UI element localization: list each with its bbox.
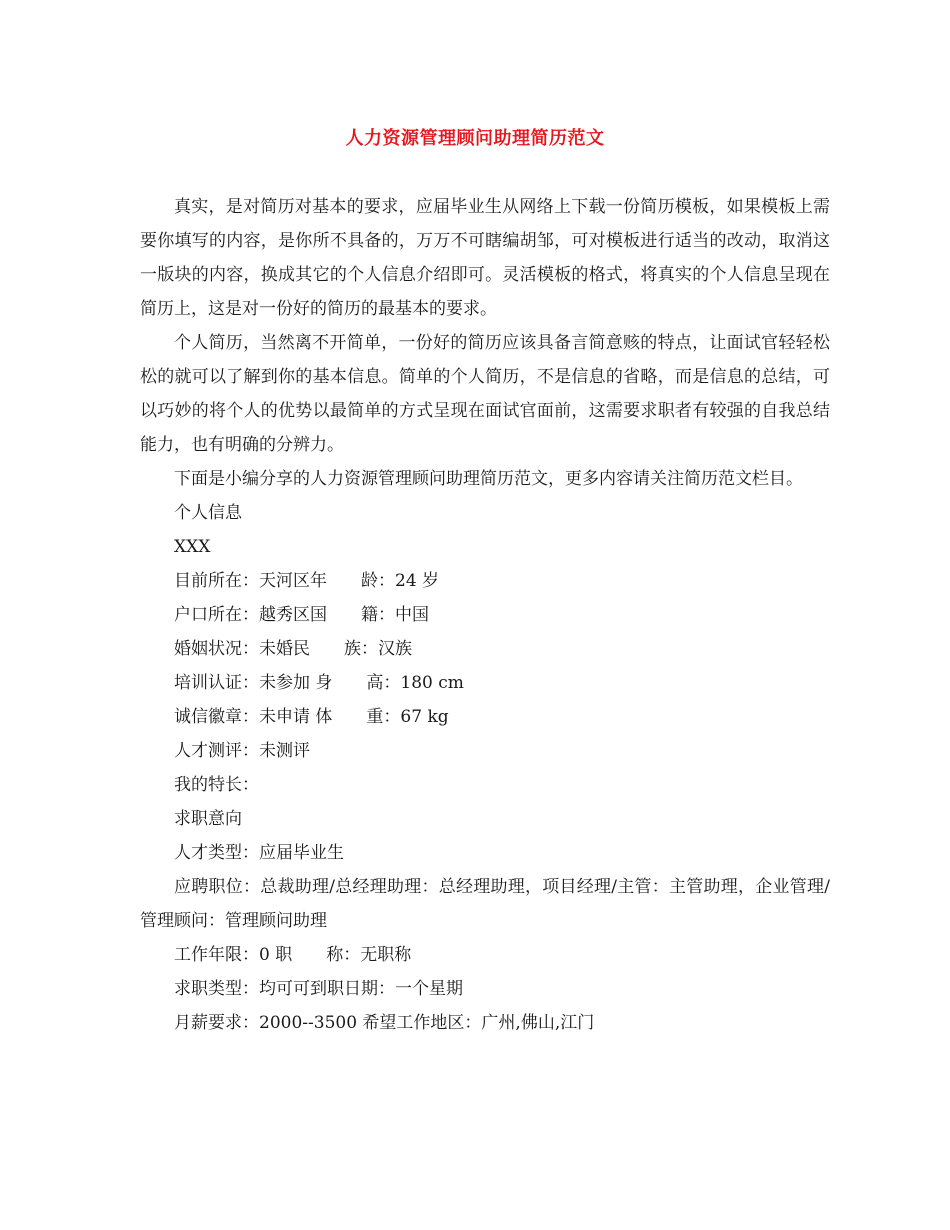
- info-paragraph-applied-position: 应聘职位：总裁助理/总经理助理：总经理助理，项目经理/主管：主管助理，企业管理/管理顾问：管理顾问助理: [140, 877, 830, 931]
- document-title: 人力资源管理顾问助理简历范文: [345, 128, 605, 149]
- intro-paragraph-3: 下面是小编分享的人力资源管理顾问助理简历范文，更多内容请关注简历范文栏目。: [174, 469, 803, 489]
- section-heading-job-intent: 求职意向: [174, 809, 242, 829]
- intro-paragraph-1: 真实，是对简历对基本的要求，应届毕业生从网络上下载一份简历模板，如果模板上需要你填写的内容，是你所不具备的，万万不可瞎编胡邹，可对模板进行适当的改动，取消这一版块的内容，换成其它的个人信息介绍即可。灵活模板的格式，将真实的个人信息呈现在简历上，这是对一份好的简历的最基本的要求。: [140, 197, 830, 319]
- info-line-job-type-start: 求职类型：均可可到职日期：一个星期: [174, 979, 463, 999]
- section-heading-personal-info: 个人信息: [174, 503, 242, 523]
- info-line-talent-type: 人才类型：应届毕业生: [174, 843, 344, 863]
- info-line-badge-weight: 诚信徽章：未申请 体 重：67 kg: [174, 707, 449, 727]
- name-line: XXX: [174, 537, 211, 557]
- info-line-salary-location: 月薪要求：2000--3500 希望工作地区：广州,佛山,江门: [174, 1013, 595, 1033]
- intro-paragraph-2: 个人简历，当然离不开简单，一份好的简历应该具备言简意赅的特点，让面试官轻轻松松的就可以了解到你的基本信息。简单的个人简历，不是信息的省略，而是信息的总结，可以巧妙的将个人的优势以最简单的方式呈现在面试官面前，这需要求职者有较强的自我总结能力，也有明确的分辨力。: [140, 333, 830, 455]
- info-line-location-age: 目前所在：天河区年 龄：24 岁: [174, 571, 440, 591]
- info-line-training-height: 培训认证：未参加 身 高：180 cm: [174, 673, 464, 693]
- document-body: [140, 190, 830, 1040]
- info-line-assessment: 人才测评：未测评: [174, 741, 310, 761]
- info-line-marital-ethnicity: 婚姻状况：未婚民 族：汉族: [174, 639, 412, 659]
- info-line-hukou-nationality: 户口所在：越秀区国 籍：中国: [174, 605, 429, 625]
- info-line-work-years-title: 工作年限：0 职 称：无职称: [174, 945, 412, 965]
- info-line-specialty: 我的特长：: [174, 775, 259, 795]
